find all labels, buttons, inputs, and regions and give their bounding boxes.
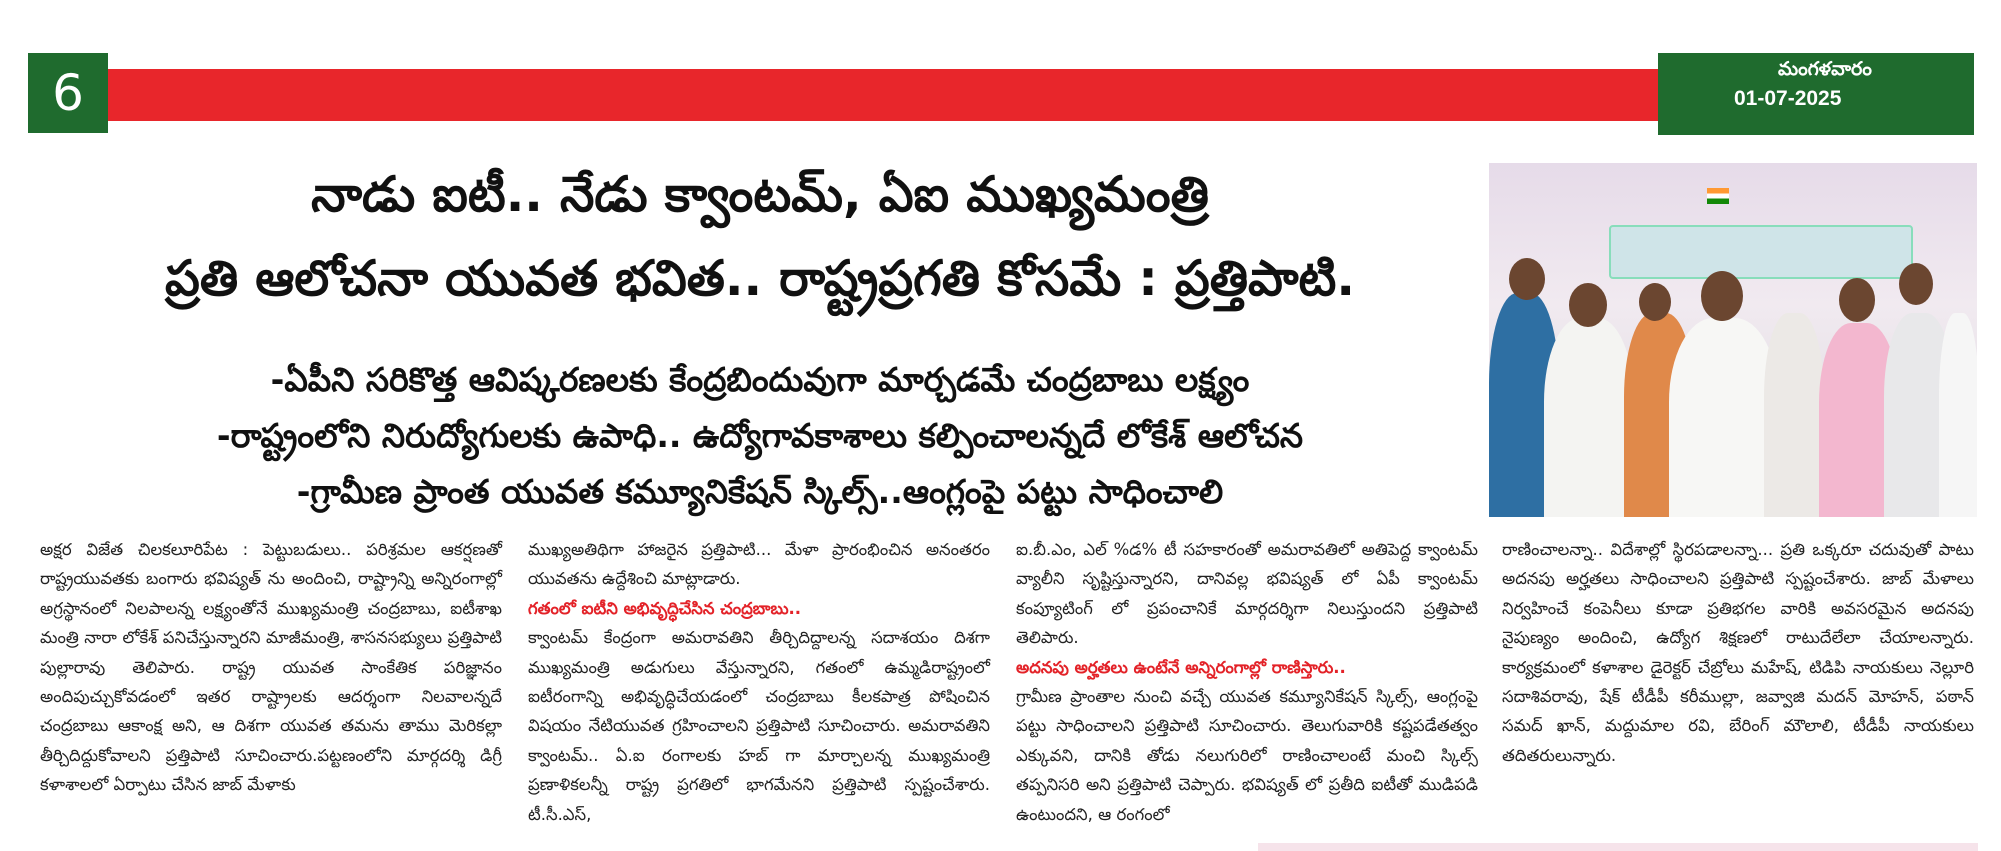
column-4-text: రాణించాలన్నా.. విదేశాల్లో స్థిరపడాలన్నా... ప్రతి ఒక్కరూ చదువుతో పాటు అదనపు అర్హతలు సాధించాలని ప్రత్తిపాటి స్పష్టంచేశారు. జాబ్ మేళాలు నిర్వహించే కంపెనీలు కూడా ప్రతిభగల వారికి అవసరమైన అదనపు నైపుణ్యం అందించి, ఉద్యోగ శిక్షణలో రాటుదేలేలా చేయాలన్నారు. కార్యక్రమంలో కళాశాల డైరెక్టర్ చేబ్రోలు మహేష్, టిడిపి నాయకులు నెల్లూరి సదాశివరావు, షేక్ టీడీపీ కరీముల్లా, జవ్వాజి మదన్ మోహన్, పఠాన్ సమద్ ఖాన్, మద్దుమాల రవి, బేరింగ్ మౌలాలి, టీడీపీ నాయకులు తదితరులున్నారు. (1502, 540, 1974, 765)
page-number-box (28, 53, 108, 133)
bottom-strip (1258, 843, 1978, 851)
date-box (1658, 53, 1974, 135)
column-2-text-a: ముఖ్యఅతిథిగా హాజరైన ప్రత్తిపాటి... మేళా ప్రారంభించిన అనంతరం యువతను ఉద్దేశించి మాట్లాడారు. (528, 540, 990, 589)
column-3-text-b: గ్రామీణ ప్రాంతాల నుంచి వచ్చే యువత కమ్యూనికేషన్ స్కిల్స్, ఆంగ్లంపై పట్టు సాధించాలని ప్రత్తిపాటి సూచించారు. తెలుగువారికి కష్టపడేతత్వం ఎక్కువని, దానికి తోడు నలుగురిలో రాణించాలంటే మంచి స్కిల్స్ తప్పనిసరి అని ప్రత్తిపాటి చెప్పారు. భవిష్యత్ లో ప్రతీది ఐటీతో ముడిపడి ఉంటుందని, ఆ రంగంలో (1016, 687, 1478, 824)
header-red-bar (108, 69, 1658, 121)
news-photo (1489, 163, 1977, 517)
article-column-2 (528, 535, 990, 829)
photo-banner (1609, 225, 1913, 279)
column-3-text-a: ఐ.బీ.ఎం, ఎల్ %డ% టీ సహకారంతో అమరావతిలో అతిపెద్ద క్వాంటమ్ వ్యాలీని సృష్టిస్తున్నారని, దానివల్ల భవిష్యత్ లో ఏపీ క్వాంటమ్ కంప్యూటింగ్ లో ప్రపంచానికే మార్గదర్శిగా నిలుస్తుందని ప్రత్తిపాటి తెలిపారు. (1016, 540, 1478, 648)
headline-line-2: ప్రతి ఆలోచనా యువత భవిత.. రాష్ట్రప్రగతి కోసమే : ప్రత్తిపాటి. (165, 250, 1355, 307)
subheadline-2: -రాష్ట్రంలోని నిరుద్యోగులకు ఉపాధి.. ఉద్యోగావకాశాలు కల్పించాలన్నదే లోకేశ్ ఆలోచన (216, 416, 1304, 455)
article-column-3 (1016, 535, 1478, 829)
subheadline-1: -ఏపీని సరికొత్త ఆవిష్కరణలకు కేంద్రబిందువుగా మార్చడమే చంద్రబాబు లక్ష్యం (270, 360, 1250, 399)
section-heading-skills: అదనపు అర్హతలు ఉంటేనే అన్నిరంగాల్లో రాణిస్తారు.. (1016, 657, 1346, 677)
article-column-4 (1502, 535, 1974, 770)
page-number: 6 (52, 64, 84, 122)
section-heading-it: గతంలో ఐటీని అభివృద్ధిచేసిన చంద్రబాబు.. (528, 598, 802, 618)
flag-icon (1707, 188, 1729, 204)
subheadline-3: -గ్రామీణ ప్రాంత యువత కమ్యూనికేషన్ స్కిల్స్..ఆంగ్లంపై పట్టు సాధించాలి (296, 472, 1224, 511)
article-column-1 (40, 535, 502, 800)
day-label: మంగళవారం (1778, 58, 1872, 80)
column-2-text-b: క్వాంటమ్ కేంద్రంగా అమరావతిని తీర్చిదిద్దాలన్న సదాశయం దిశగా ముఖ్యమంత్రి అడుగులు వేస్తున్నారని, గతంలో ఉమ్మడిరాష్ట్రంలో ఐటీరంగాన్ని అభివృద్ధిచేయడంలో చంద్రబాబు కీలకపాత్ర పోషించిన విషయం నేటియువత గ్రహించాలని ప్రత్తిపాటి సూచించారు. అమరావతిని క్వాంటమ్.. ఏ.ఐ రంగాలకు హబ్ గా మార్చాలన్న ముఖ్యమంత్రి ప్రణాళికలన్నీ రాష్ట్ర ప్రగతిలో భాగమేనని ప్రత్తిపాటి స్పష్టంచేశారు. టీ.సీ.ఎస్, (528, 628, 990, 824)
date-label: 01-07-2025 (1734, 87, 1842, 110)
headline-line-1: నాడు ఐటీ.. నేడు క్వాంటమ్, ఏఐ ముఖ్యమంత్రి (311, 166, 1209, 223)
column-1-text: అక్షర విజేత చిలకలూరిపేట : పెట్టుబడులు.. పరిశ్రమల ఆకర్షణతో రాష్ట్రయువతకు బంగారు భవిష్యత్ ను అందించి, రాష్ట్రాన్ని అన్నిరంగాల్లో అగ్రస్థానంలో నిలపాలన్న లక్ష్యంతోనే ముఖ్యమంత్రి చంద్రబాబు, ఐటీశాఖ మంత్రి నారా లోకేశ్ పనిచేస్తున్నారని మాజీమంత్రి, శాసనసభ్యులు ప్రత్తిపాటి పుల్లారావు తెలిపారు. రాష్ట్ర యువత సాంకేతిక పరిజ్ఞానం అందిపుచ్చుకోవడంలో ఇతర రాష్ట్రాలకు ఆదర్శంగా నిలవాలన్నదే చంద్రబాబు ఆకాంక్ష అని, ఆ దిశగా యువత తమను తాము మెరికల్లా తీర్చిదిద్దుకోవాలని ప్రత్తిపాటి సూచించారు.పట్టణంలోని మార్గదర్శి డిగ్రీ కళాశాలలో ఏర్పాటు చేసిన జాబ్ మేళాకు (40, 540, 502, 795)
